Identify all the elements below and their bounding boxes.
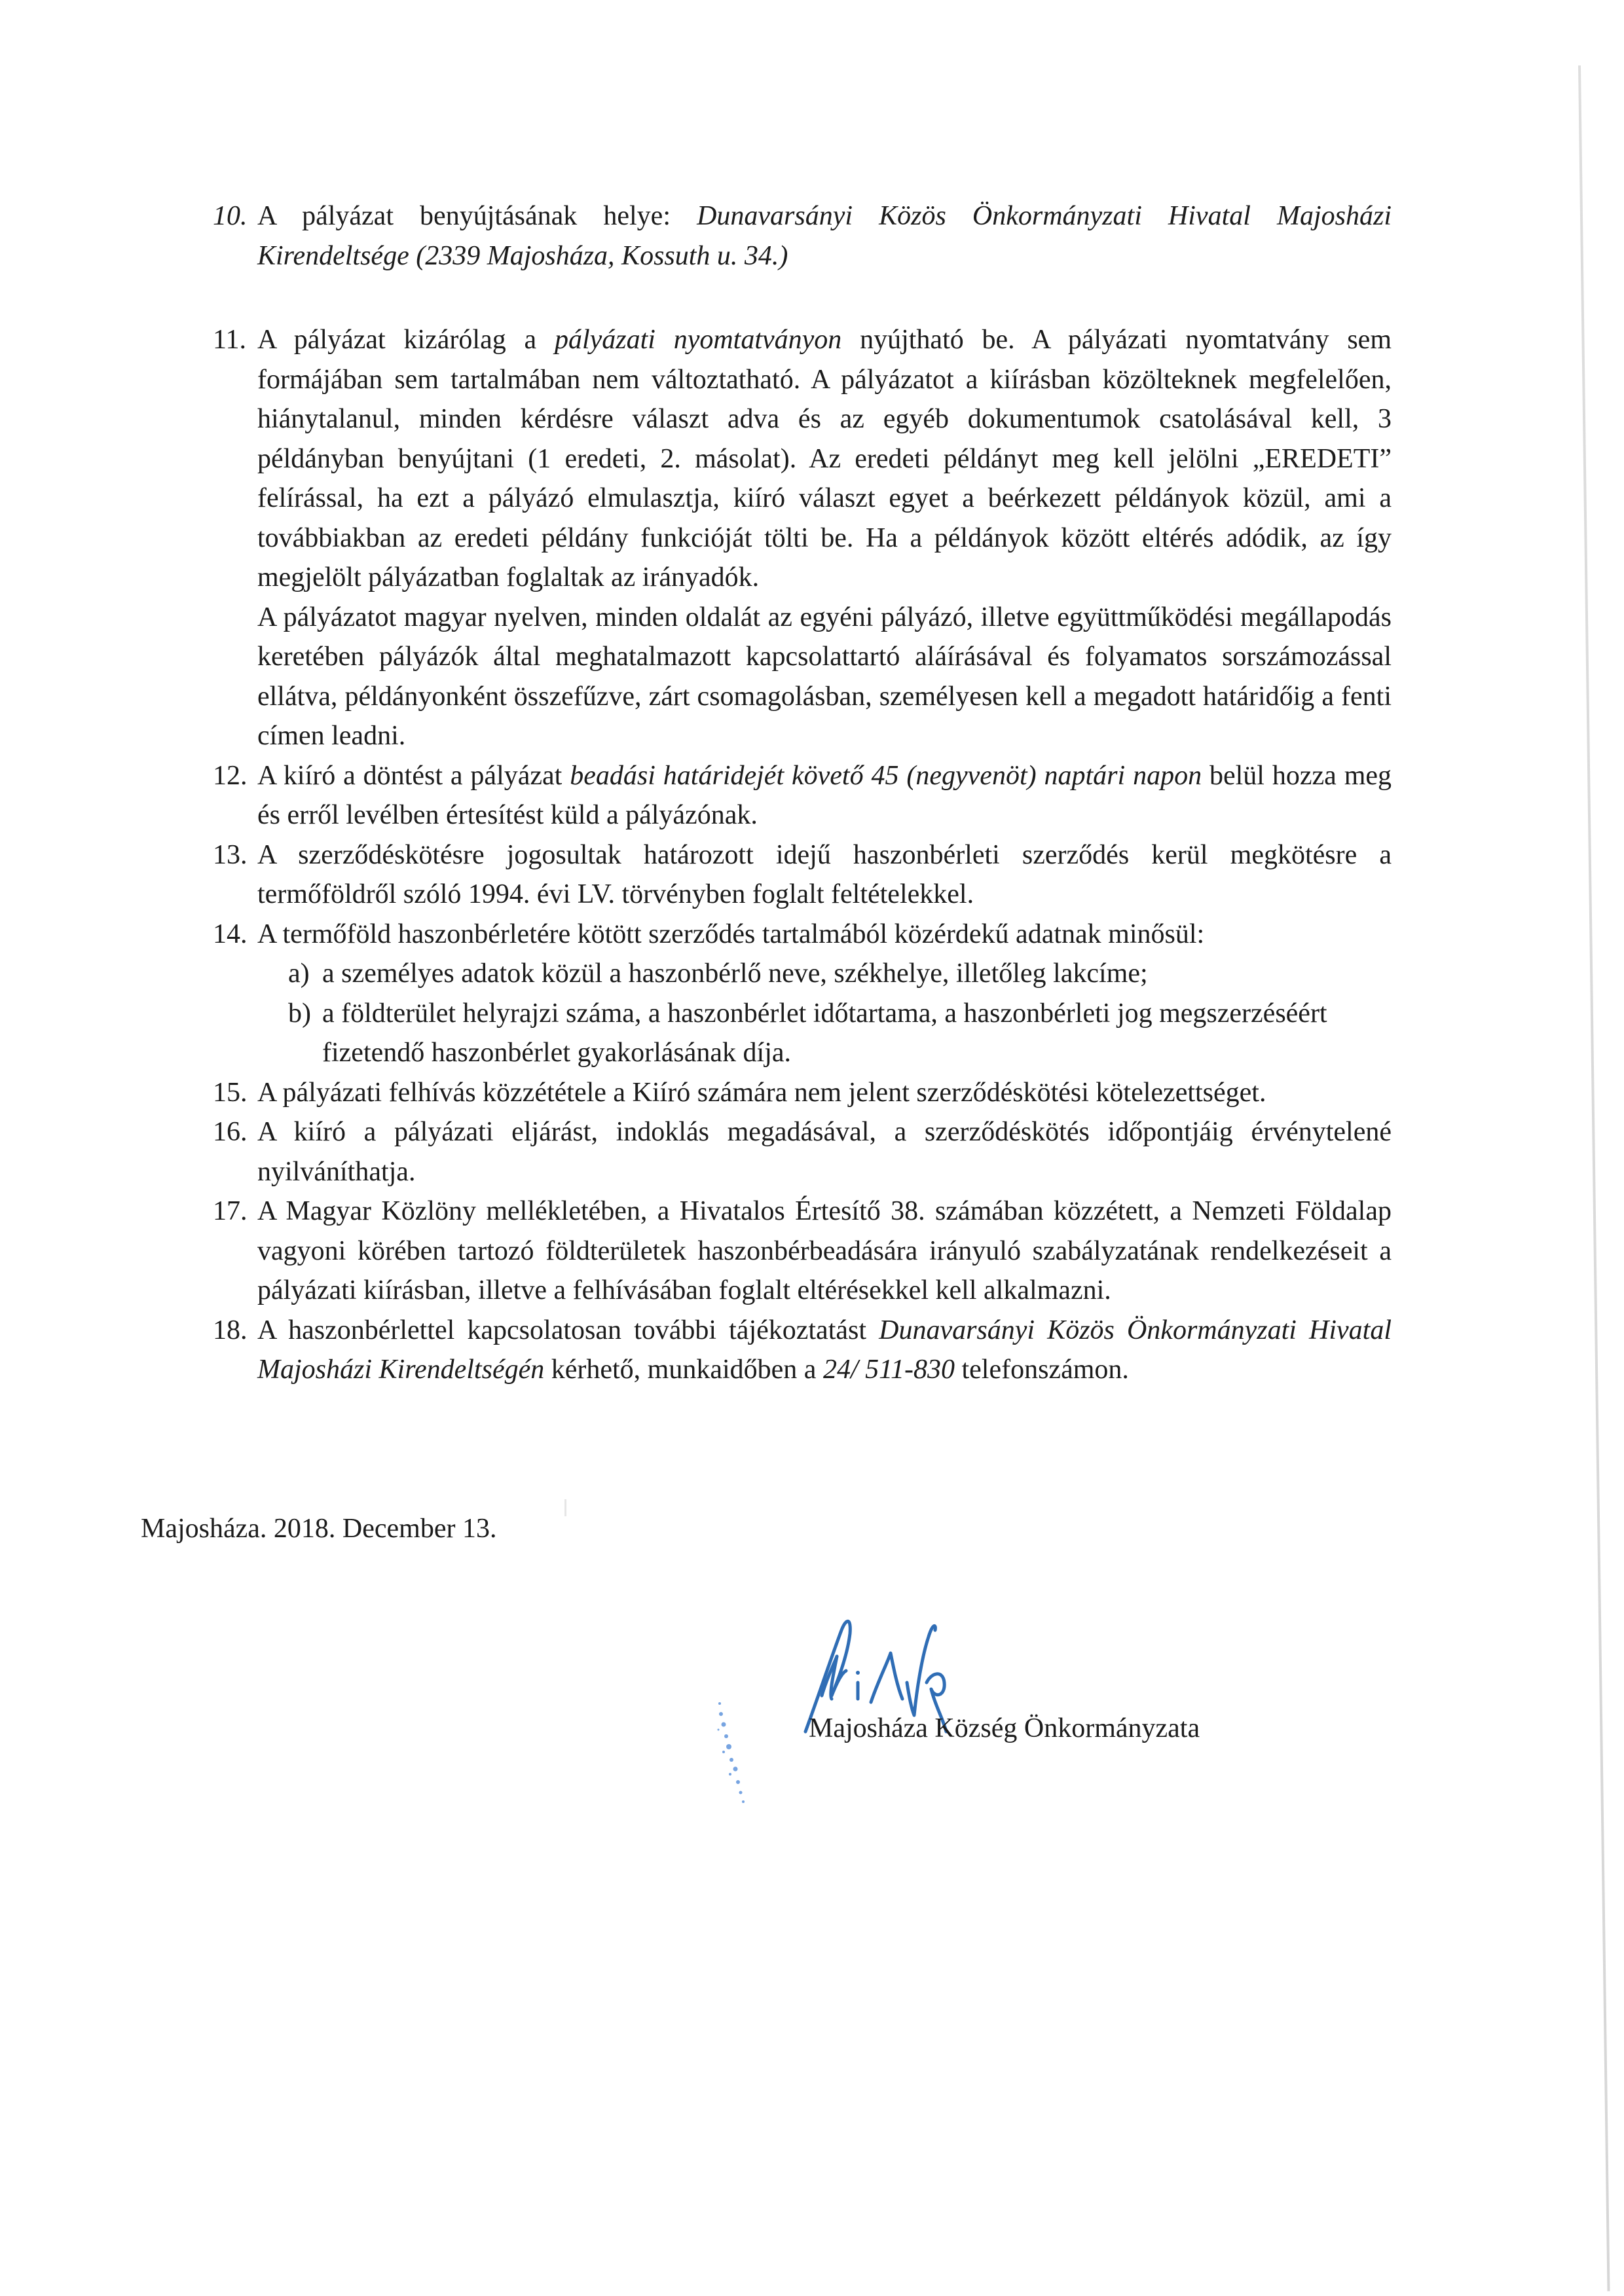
- sub-item-text: a személyes adatok közül a haszonbérlő neve, székhelye, illetőleg lakcíme;: [322, 958, 1148, 989]
- item-content: [257, 756, 1392, 835]
- list-item-14: [213, 915, 1392, 1073]
- item-text: A pályázat benyújtásának helye:: [257, 201, 671, 231]
- item-number: 10.: [213, 201, 248, 231]
- item-content: [257, 196, 1392, 276]
- item-content: [257, 1311, 1392, 1390]
- item-text-italic: Dunavarsányi Közös Önkormányzati Hivatal Majosházi Kirendeltsége (2339 Majosháza, Kossuth u. 34.): [257, 201, 1392, 271]
- sub-item-label: b): [288, 998, 311, 1029]
- scan-edge-line: [1578, 65, 1610, 2291]
- item-text: A haszonbérlettel kapcsolatosan további tájékoztatást: [257, 1315, 867, 1345]
- item-text: A kiíró a pályázati eljárást, indoklás megadásával, a szerződéskötés időpontjáig érvénytelené nyilváníthatja.: [257, 1117, 1392, 1187]
- item-number: 11.: [213, 325, 246, 355]
- item-content: [257, 915, 1392, 1073]
- item-number: 12.: [213, 760, 248, 791]
- item-number: 15.: [213, 1077, 248, 1108]
- list-item-17: [213, 1192, 1392, 1311]
- sub-item-a: [288, 954, 1392, 994]
- item-text: kérhető, munkaidőben a: [551, 1355, 817, 1385]
- place-date: Majosháza. 2018. December 13.: [141, 1514, 497, 1544]
- list-item-18: [213, 1311, 1392, 1390]
- list-item-10: [213, 196, 1392, 276]
- list-item-13: [213, 835, 1392, 915]
- stamp-icon: [710, 1696, 750, 1813]
- scan-artifact: [564, 1499, 566, 1516]
- item-text: A pályázati felhívás közzététele a Kiíró számára nem jelent szerződéskötési kötelezettséget.: [257, 1077, 1266, 1108]
- item-number: 13.: [213, 839, 248, 870]
- item-number: 14.: [213, 919, 248, 949]
- item-number: 17.: [213, 1196, 248, 1226]
- item-text: A kiíró a döntést a pályázat: [257, 760, 563, 791]
- item-text-italic: beadási határidejét követő 45 (negyvenöt) naptári napon: [570, 760, 1202, 791]
- sub-item-text: a földterület helyrajzi száma, a haszonbérlet időtartama, a haszonbérleti jog megszerzéséért fizetendő haszonbérlet gyakorlásának díja.: [322, 998, 1327, 1068]
- spacer: [213, 276, 1392, 320]
- document-body: [213, 196, 1392, 1390]
- item-content: [257, 320, 1392, 756]
- sub-item-b: [288, 994, 1392, 1073]
- list-item-12: [213, 756, 1392, 835]
- item-text: belül hozza meg és erről levélben értesítést küld a pályázónak.: [257, 760, 1392, 830]
- item-text: telefonszámon.: [961, 1355, 1129, 1385]
- item-text: A szerződéskötésre jogosultak határozott idejű haszonbérleti szerződés kerül megkötésre a termőföldről szóló 1994. évi LV. törvényben foglalt feltételekkel.: [257, 839, 1392, 909]
- item-number: 18.: [213, 1315, 248, 1345]
- item-text-italic: pályázati nyomtatványon: [554, 325, 842, 355]
- item-text: nyújtható be. A pályázati nyomtatvány sem formájában sem tartalmában nem változtatható. A pályázatot a kiírásban közölteknek megfelelően, hiánytalanul, minden kérdésre választ adva és az egyéb dokumentumok csatolásával kell, 3 példányban benyújtani (1 eredeti, 2. másolat). Az eredeti példányt meg kell jelölni „EREDETI” felírással, ha ezt a pályázó elmulasztja, kiíró választ egyet a beérkezett példányok közül, ami a továbbiakban az eredeti példány funkcióját tölti be. Ha a példányok között eltérés adódik, az így megjelölt pályázatban foglaltak az irányadók.: [257, 325, 1392, 592]
- item-text: A Magyar Közlöny mellékletében, a Hivatalos Értesítő 38. számában közzétett, a Nemzeti Földalap vagyoni körében tartozó földterületek haszonbérbeadására irányuló szabályzatának rendelkezéseit a pályázati kiírásban, illetve a felhívásában foglalt eltérésekkel kell alkalmazni.: [257, 1196, 1392, 1305]
- list-item-15: [213, 1073, 1392, 1113]
- item-paragraph-2: A pályázatot magyar nyelven, minden oldalát az egyéni pályázó, illetve együttműködési megállapodás keretében pályázók által meghatalmazott kapcsolattartó aláírásával és folyamatos sorszámozással ellátva, példányonként összefűzve, zárt csomagolásban, személyesen kell a megadott határidőig a fenti címen leadni.: [257, 602, 1392, 751]
- item-text: A termőföld haszonbérletére kötött szerződés tartalmából közérdekű adatnak minősül:: [257, 919, 1205, 949]
- item-paragraph-1: [257, 320, 1392, 598]
- item-text: A pályázat kizárólag a: [257, 325, 537, 355]
- signatory-name: Majosháza Község Önkormányzata: [809, 1713, 1200, 1743]
- item-number: 16.: [213, 1117, 248, 1147]
- list-item-11: [213, 320, 1392, 756]
- sub-item-label: a): [288, 958, 310, 989]
- item-text-italic: Dunavarsányi Közös Önkormányzati Hivatal Majosházi Kirendeltségén: [257, 1315, 1392, 1385]
- list-item-16: [213, 1112, 1392, 1192]
- sub-list: [288, 954, 1392, 1073]
- phone-number: 24/ 511-830: [822, 1355, 955, 1385]
